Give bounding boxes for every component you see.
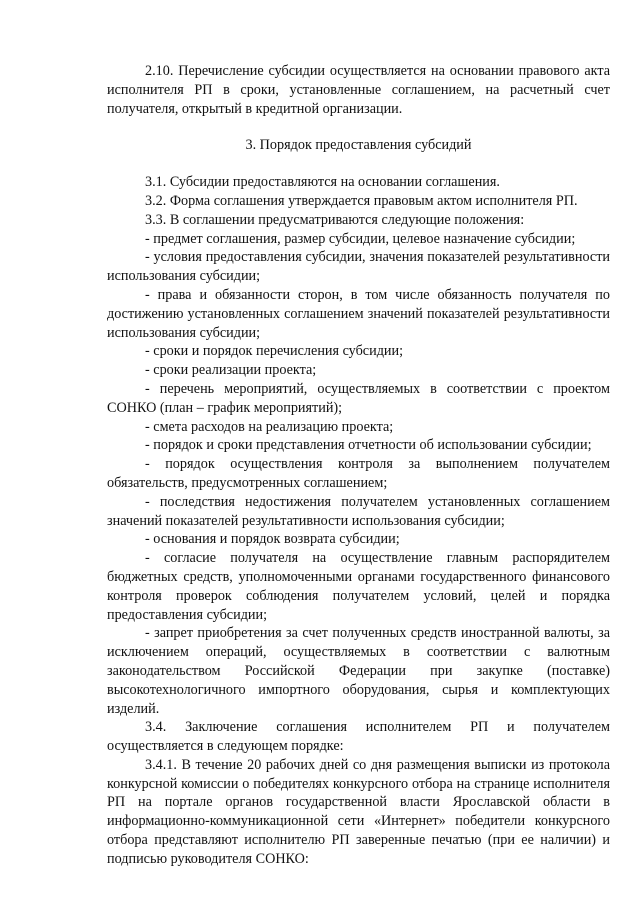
list-item-conditions: - условия предоставления субсидии, значения показателей результативности использования субсидии; [107, 249, 610, 285]
document-body [107, 62, 610, 869]
list-item-activities: - перечень мероприятий, осуществляемых в соответствии с проектом СОНКО (план – график мероприятий); [107, 380, 610, 416]
list-item-payment-terms: - сроки и порядок перечисления субсидии; [145, 343, 404, 360]
paragraph-3-4-1: 3.4.1. В течение 20 рабочих дней со дня размещения выписки из протокола конкурсной комиссии о победителях конкурсного отбора на странице исполнителя РП на портале органов государственной власти Ярославской области в информационно-коммуникационной сети «Интернет» победители конкурсного отбора представляют исполнителю РП заверенные печатью (при ее наличии) и подписью руководителя СОНКО: [107, 756, 610, 867]
list-item-subject: - предмет соглашения, размер субсидии, целевое назначение субсидии; [145, 230, 576, 247]
list-item-consent: - согласие получателя на осуществление главным распорядителем бюджетных средств, уполномоченными органами государственного финансового контроля проверок соблюдения получателем условий, целей и порядка предоставления субсидии; [107, 550, 610, 623]
list-item-consequences: - последствия недостижения получателем установленных соглашением значений показателей результативности использования субсидии; [107, 493, 610, 529]
paragraph-3-2: 3.2. Форма соглашения утверждается правовым актом исполнителя РП. [145, 192, 578, 209]
list-item-control: - порядок осуществления контроля за выполнением получателем обязательств, предусмотренных соглашением; [107, 456, 610, 491]
paragraph-2-10: 2.10. Перечисление субсидии осуществляется на основании правового акта исполнителя РП в сроки, установленные соглашением, на расчетный счет получателя, открытый в кредитной организации. [107, 63, 610, 117]
list-item-currency-ban: - запрет приобретения за счет полученных средств иностранной валюты, за исключением операций, осуществляемых в соответствии с валютным законодательством Российской Федерации при закупке (поставке) высокотехнологичного импортного оборудования, сырья и комплектующих изделий. [107, 625, 610, 717]
section-heading: 3. Порядок предоставления субсидий [245, 137, 472, 154]
paragraph-3-1: 3.1. Субсидии предоставляются на основании соглашения. [145, 174, 500, 191]
list-item-project-terms: - сроки реализации проекта; [145, 362, 317, 379]
list-item-rights: - права и обязанности сторон, в том числе обязанность получателя по достижению установленных соглашением значений показателей результативности использования субсидии; [107, 286, 610, 341]
list-item-refund: - основания и порядок возврата субсидии; [145, 531, 400, 548]
list-item-budget: - смета расходов на реализацию проекта; [145, 418, 394, 435]
paragraph-3-4: 3.4. Заключение соглашения исполнителем РП и получателем осуществляется в следующем порядке: [107, 719, 610, 755]
paragraph-3-3: 3.3. В соглашении предусматриваются следующие положения: [145, 211, 525, 228]
list-item-reporting: - порядок и сроки представления отчетности об использовании субсидии; [145, 437, 592, 454]
